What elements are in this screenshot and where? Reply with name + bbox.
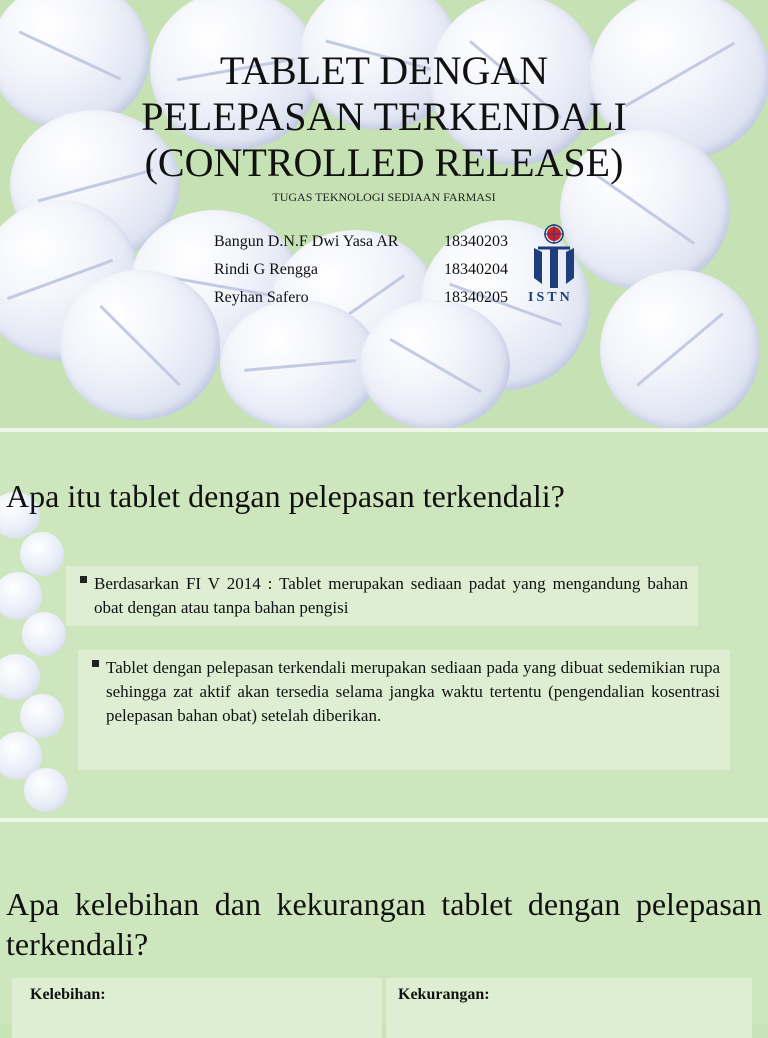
section-heading: Apa kelebihan dan kekurangan tablet dengan pelepasan terkendali? (6, 886, 762, 962)
author-row (214, 256, 524, 284)
bullet-box (66, 566, 698, 626)
author-name: Bangun D.N.F Dwi Yasa AR (214, 233, 399, 250)
bullet-icon (92, 660, 99, 667)
author-id: 18340203 (444, 233, 508, 250)
bullet-text: Tablet dengan pelepasan terkendali merupakan sediaan pada yang dibuat sedemikian rupa sehingga zat aktif akan tersedia selama jangka waktu tertentu (pengendalian kosentrasi pelepasan bahan obat) setelah diberikan. (106, 658, 720, 725)
pill-decoration (360, 300, 510, 428)
bullet-text: Berdasarkan FI V 2014 : Tablet merupakan sediaan padat yang mengandung bahan obat dengan atau tanpa bahan pengisi (94, 574, 688, 617)
column-header: Kekurangan: (398, 986, 490, 1003)
author-row (214, 284, 524, 312)
pill-decoration (0, 654, 40, 700)
slide-subtitle: TUGAS TEKNOLOGI SEDIAAN FARMASI (272, 190, 496, 204)
advantages-column (12, 978, 382, 1038)
title-line: TABLET DENGAN (219, 48, 549, 93)
title-slide (0, 0, 768, 428)
author-id: 18340204 (444, 261, 508, 278)
pill-decoration (60, 270, 220, 420)
pill-decoration (24, 768, 68, 812)
pill-decoration (20, 532, 64, 576)
pill-decoration (220, 300, 380, 428)
title-line: (CONTROLLED RELEASE) (144, 140, 624, 185)
slide-title (40, 48, 728, 186)
title-line: PELEPASAN TERKENDALI (141, 94, 627, 139)
logo-text: ISTN (528, 290, 573, 305)
bullet-icon (80, 576, 87, 583)
author-name: Reyhan Safero (214, 289, 309, 306)
pill-decoration (22, 612, 66, 656)
author-row (214, 228, 524, 256)
pill-decoration (600, 270, 760, 428)
author-id: 18340205 (444, 289, 508, 306)
author-list (214, 228, 524, 312)
pill-decoration (20, 694, 64, 738)
definition-slide (0, 432, 768, 818)
column-header: Kelebihan: (30, 986, 106, 1003)
disadvantages-column (386, 978, 752, 1038)
bullet-box (78, 650, 730, 770)
author-name: Rindi G Rengga (214, 261, 318, 278)
section-heading: Apa itu tablet dengan pelepasan terkendali? (6, 478, 565, 514)
